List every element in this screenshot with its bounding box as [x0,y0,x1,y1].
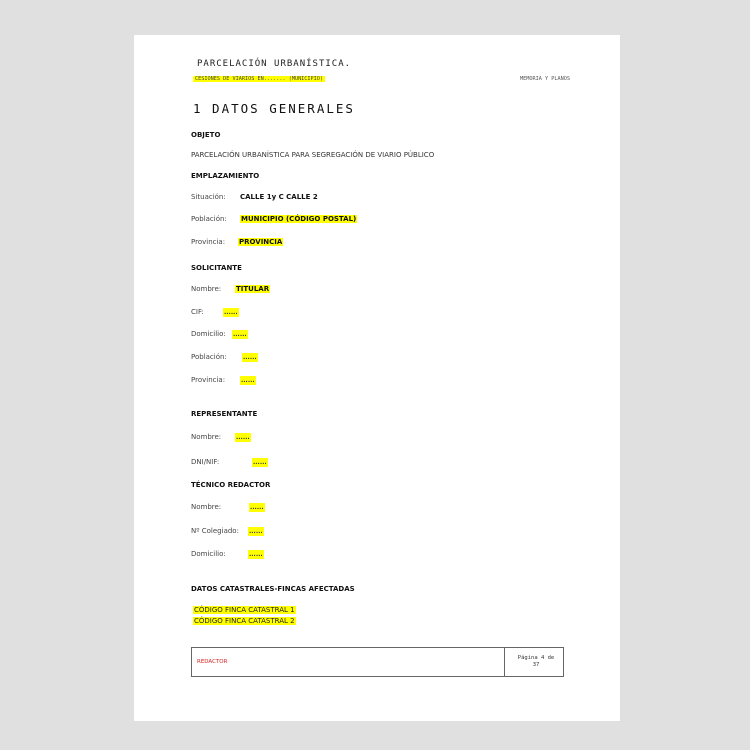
header-subtitle: CESIONES DE VIARIOS EN....... (MUNICIPIO) [195,76,324,82]
solicitante-nombre-value: TITULAR [236,285,270,293]
representante-dni-row [191,458,267,466]
provincia-label: Provincia: [191,238,226,246]
tecnico-nombre-value: ...... [250,504,264,511]
tecnico-domicilio-value: ...... [249,551,263,558]
representante-dni-value: ...... [253,459,267,466]
representante-title: REPRESENTANTE [191,410,258,418]
provincia-value: PROVINCIA [239,238,283,246]
emplazamiento-title: EMPLAZAMIENTO [191,172,260,180]
representante-nombre-label: Nombre: [191,433,222,441]
tecnico-nombre-row [191,503,264,511]
tecnico-colegiado-label: Nº Colegiado: [191,527,239,535]
representante-nombre-row [191,433,250,441]
solicitante-cif-label: CIF: [191,308,204,316]
solicitante-cif-row [191,308,238,316]
solicitante-poblacion-label: Población: [191,353,227,361]
footer-page-total: 37 [532,662,540,668]
footer-page-number [510,655,562,669]
document-page [134,35,620,721]
tecnico-domicilio-label: Domicilio: [191,550,226,558]
solicitante-provincia-label: Provincia: [191,376,226,384]
objeto-title: OBJETO [191,131,221,139]
page-footer [191,647,564,677]
solicitante-nombre-row [191,285,270,293]
solicitante-domicilio-row [191,330,247,338]
header-title: PARCELACIÓN URBANÍSTICA. [197,59,352,69]
solicitante-cif-value: ...... [224,309,238,316]
situacion-value: CALLE 1y C CALLE 2 [240,193,318,201]
section-heading: 1 DATOS GENERALES [193,101,355,116]
representante-nombre-value: ...... [236,434,250,441]
solicitante-provincia-row [191,376,255,384]
tecnico-domicilio-row [191,550,263,558]
solicitante-domicilio-label: Domicilio: [191,330,226,338]
situacion-row [191,193,318,201]
tecnico-colegiado-row [191,527,263,535]
tecnico-title: TÉCNICO REDACTOR [191,481,271,489]
solicitante-provincia-value: ...... [241,377,255,384]
poblacion-value: MUNICIPIO (CÓDIGO POSTAL) [241,215,357,223]
solicitante-nombre-label: Nombre: [191,285,222,293]
provincia-row [191,238,283,246]
objeto-text: PARCELACIÓN URBANÍSTICA PARA SEGREGACIÓN DE VIARIO PÚBLICO [191,151,435,159]
solicitante-domicilio-value: ...... [233,331,247,338]
footer-redactor: REDACTOR [197,659,228,665]
footer-divider [504,648,505,676]
solicitante-title: SOLICITANTE [191,264,242,272]
footer-page-label: Página 4 de [517,655,555,661]
finca-catastral-1: CÓDIGO FINCA CATASTRAL 1 [194,606,295,614]
poblacion-label: Población: [191,215,227,223]
situacion-label: Situación: [191,193,226,201]
finca-catastral-2: CÓDIGO FINCA CATASTRAL 2 [194,617,295,625]
catastro-title: DATOS CATASTRALES-FINCAS AFECTADAS [191,585,355,593]
solicitante-poblacion-value: ...... [243,354,257,361]
tecnico-nombre-label: Nombre: [191,503,222,511]
solicitante-poblacion-row [191,353,257,361]
tecnico-colegiado-value: ...... [249,528,263,535]
representante-dni-label: DNI/NIF: [191,458,220,466]
header-section-label: MEMORIA Y PLANOS [520,76,570,82]
poblacion-row [191,215,357,223]
